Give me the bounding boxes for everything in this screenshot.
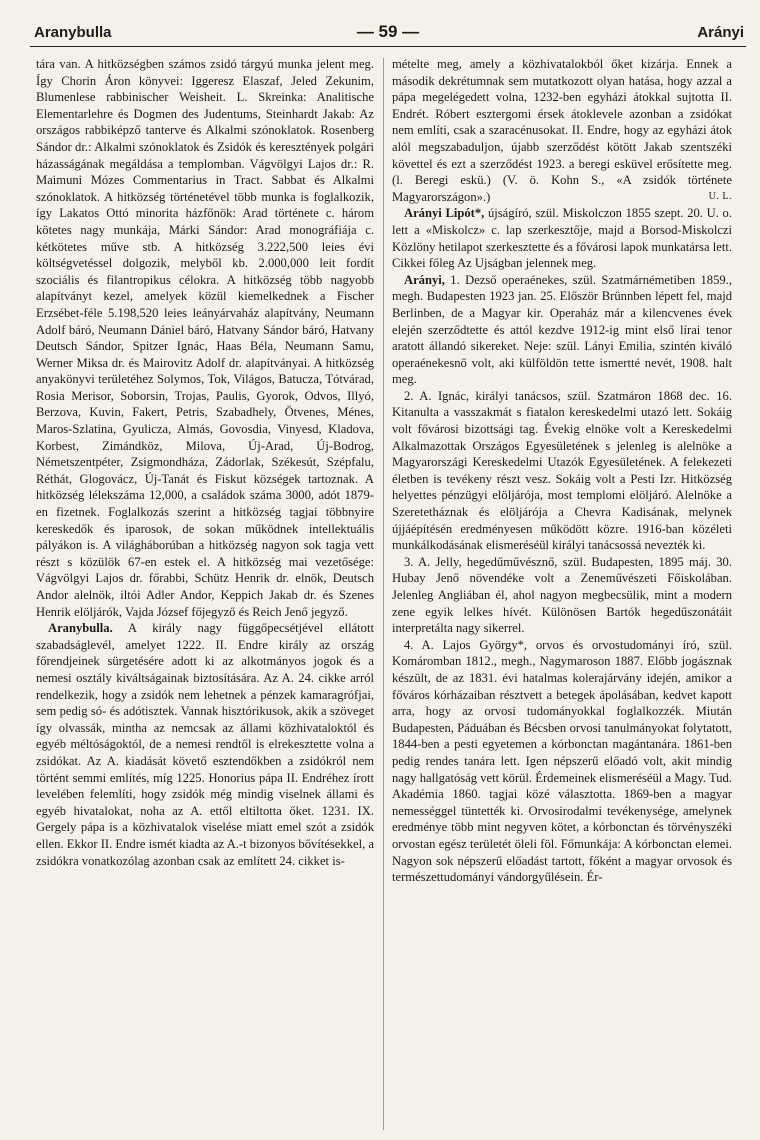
column-divider	[383, 58, 384, 1130]
aranybulla-continuation-paragraph	[392, 56, 732, 205]
left-column	[36, 56, 374, 1134]
aranyi-headword: Arányi,	[404, 272, 445, 287]
aranybulla-continuation-text: mételte meg, amely a közhivatalokból őket kizárja. Ennek a második dekrétumnak sem mutatkozott olyan hatása, hogy azzal a pápa megelégedett volna, 1232-ben egyházi átokkal sujtotta II. Endrét. Róbert esztergomi érsek átoklevele azonban a zsidókat nem említi, csak a szaracénusokat. II. Endre, hogy az egyházi átok alól megszabaduljon, újabb szerződést kötött Jakab szentszéki követtel és ezt a szerződést 1923. a beregi esküvel erősítette meg. (l. Beregi eskü.) (V. ö. Kohn S., «A zsidók története Magyarországon».)	[392, 57, 732, 204]
aranyi-entry	[392, 272, 732, 388]
aranyi-lipot-entry	[392, 205, 732, 271]
aranybulla-headword: Aranybulla.	[48, 621, 113, 636]
aranyi-ignac-entry: 2. A. Ignác, királyi tanácsos, szül. Szatmáron 1868 dec. 16. Kitanulta a vasszakmát s fiatalon kereskedelmi utazó lett. Sokáig volt fővárosi bizottsági tag. Évekig elnöke volt a Kereskedelmi Alkalmazottak Országos Egyesületének s jelenleg is alelnöke a Magyarországi Kereskedelmi Utazók Egyesületének. A felekezeti életben is tevékeny részt vesz. Sokáig volt a Pesti Izr. Hitközség helyettes pénzügyi elöljárója, most templomi elöljáró. Alelnöke a Szeretetháznak és elöljárója a Chevra Kadisának, melynek újjáépítésén eredményesen működött közre. 1916-ban közéleti munkálkodásának elismeréséül királyi tanácsossá nevezték ki.	[392, 388, 732, 553]
aranyi-lajos-gyorgy-entry: 4. A. Lajos György*, orvos és orvostudományi író, szül. Komáromban 1812., megh., Nagymaroson 1887. Előbb jogásznak készült, de az 1831. évi hatalmas kolerajárvány idején, amikor a főváros kórházaiban résztvett a betegek ápolásában, kedvet kapott arra, hogy az orvosi tudományokkal foglalkozzék. Miután Budapesten, Páduában és Bécsben orvosi tanulmányokat folytatott, 1844-ben a pesti egyetemen a kórbonctan magántanára. 1861-ben pedig rendes tanára lett. Igen népszerű előadó volt, akit mindig nagy hallgatóság vett körül. Érdemeinek elismeréséül a Magy. Tud. Akadémia 1860. tagjai közé választotta. 1869-ben a magyar nemességgel tüntették ki. Orvosirodalmi tevékenysége, amelynek eredménye több mint negyven kötet, a kórbonctan és törvényszéki orvostan egész területét öleli föl. Főmunkája: A kórbonctan elemei. Nagyon sok népszerű előadást tartott, főként a magyar orvosok és természettudományi vándorgyűlésein. Ér-	[392, 637, 732, 885]
aranybulla-text: A király nagy függőpecsétjével ellátott szabadságlevél, amelyet 1222. II. Endre király az ország főrendjeinek sürgetésére adott ki az alkotmányos jogok és a nemesi osztály kiváltságainak biztosítására. Az A. 24. cikke arról rendelkezik, hogy a zsidók nem lehetnek a pénzek kamaragrófjai, sem pedig só- és adótisztek. Vannak hisztórikusok, akik a szöveget így olvassák, mintha az nemcsak az állami közhivataloktól és egyéb méltóságoktól, de a nemesi rendtől is elrekesztette volna a zsidókat. Az A. kiadását követő esztendőkben a zsidókról nem történt semmi említés, míg 1225. Honorius pápa II. Endréhez írott levelében felemlíti, hogy zsidók még mindig viselnek állami és egyéb hivatalokat, noha az A. ettől eltiltotta őket. 1231. IX. Gergely pápa is a közhivatalok viselése miatt emel szót a zsidók ellen. Ekkor II. Endre ismét kiadta az A.-t bizonyos bővítésekkel, a zsidókra vonatkozólag azonban csak az említett 24. cikket is-	[36, 621, 374, 868]
header-right-keyword: Arányi	[697, 24, 744, 41]
page-number: — 59 —	[356, 22, 420, 41]
running-header	[30, 18, 746, 47]
aranyi-lipot-text: újságíró, szül. Miskolczon 1855 szept. 20. U. o. lett a «Miskolcz» c. lap szerkesztője, majd a Borsod-Miskolczi Közlöny hetilapot szerkesztette és a fővárosi lapok munkatársa lett. Cikkei főleg Az Ujságban jelennek meg.	[392, 206, 732, 271]
aranybulla-entry	[36, 620, 374, 869]
aranyi-lipot-headword: Arányi Lipót*,	[404, 206, 485, 221]
arad-continuation-paragraph: tára van. A hitközségben számos zsidó tárgyú munka jelent meg. Így Chorin Áron könyvei: Iggeresz Elaszaf, Jeled Zekunim, Blumenlese rabbinischer Weisheit. L. Skreinka: Analitische Elementarlehre és Dogmen des Judentums, Steinhardt Jakab: Az országos rabbiképző tanterve és Alkalmi szónoklatok. Rosenberg Sándor dr.: Alkalmi szónoklatok és Zsidók és keresztények polgári házasságának megáldása a templomban. Vágvölgyi Lajos dr.: R. Maimuni Mózes Commentarius in Tract. Sabbat és Alkalmi szónoklatok. A hitközség történetével több munka is foglalkozik, így Lakatos Ottó minorita házfőnök: Arad története c. három kötetes nagy munkája, Márki Sándor: Arad monográfiája c. kétkötetes műve stb. A hitközség 3.222,500 leies évi költségvetéssel dolgozik, melyből kb. 2.000,000 leit fordít szociális és filantropikus célokra. A hitközség több nagyobb alapítványt kezel, amelyek közül kiemelkednek a Fischer Erzsébet-féle 5.198,520 leies leányárvaház alapítvány, Neumann Adolf báró, Neumann Dániel báró, Hatvany Sándor báró, Hatvany Deutsch Sándor, Spitzer Ignác, Haas Béla, Neumann Samu, Werner Miksa dr. és Mairovitz Adolf dr. alapítványai. A hitközség anyakönyvi területéhez Solymos, Tok, Világos, Batucza, Tótvárad, Rosia Merisor, Soborsin, Trojas, Paulis, Gyorok, Odvos, Illyó, Berzova, Kuvin, Fakert, Petris, Szabadhely, Ötvenes, Ménes, Maros-Szlatina, Gyulicza, Almás, Govosdia, Vinyesd, Kladova, Korbest, Zimándköz, Milova, Új-Arad, Új-Bodrog, Németszentpéter, Zsigmondháza, Zádorlak, Székesút, Szépfalu, Réthát, Glogovácz, Új-Tanát és Fiskut községek tartoznak. A hitközség lélekszáma 12,000, a családok száma 3000, adót 1879-en fizetnek. Foglalkozás szerint a hitközség tagjai többnyire kereskedők és iparosok, de sokan működnek intellektuális pályákon is. A világháborúban a hitközség nagyon sok tagja vett részt s közülök 67-en estek el. A hitközség mai vezetősége: Vágvölgyi Lajos dr. főrabbi, Schütz Henrik dr. elnök, Deutsch Andor alelnök, iltói Adler Andor, Keppich Jakab dr. és Szenes Henrik elöljárók, Vajda József főjegyző és Reich Jenő jegyző.	[36, 57, 374, 619]
author-signature: U. L.	[708, 190, 732, 202]
right-column	[392, 56, 732, 1134]
header-left-keyword: Aranybulla	[34, 24, 112, 41]
aranyi-dezso-text: 1. Dezső operaénekes, szül. Szatmárnémetiben 1859., megh. Budapesten 1923 jan. 25. Először Brünnben lépett fel, majd Berlinben, de a Magyar kir. Operaház már a kilencvenes évek elején szerződtette és attól kezdve 1912-ig mint első lírai tenor aratott állandó sikereket. Neje: szül. Lányi Emilia, szintén kiváló operaénekesnő volt, aki külföldön tette ismertté nevét, 1908. halt meg.	[392, 272, 732, 387]
aranyi-jelly-entry: 3. A. Jelly, hegedűművésznő, szül. Budapesten, 1895 máj. 30. Hubay Jenő növendéke volt a Zeneművészeti Főiskolában. Jelenleg Angliában él, ahol nagyon megbecsülik, mint a modern zene egyik lelkes hívét. Különösen Bartók hegedűszonátáit interpretálta nagy sikerrel.	[392, 554, 732, 636]
